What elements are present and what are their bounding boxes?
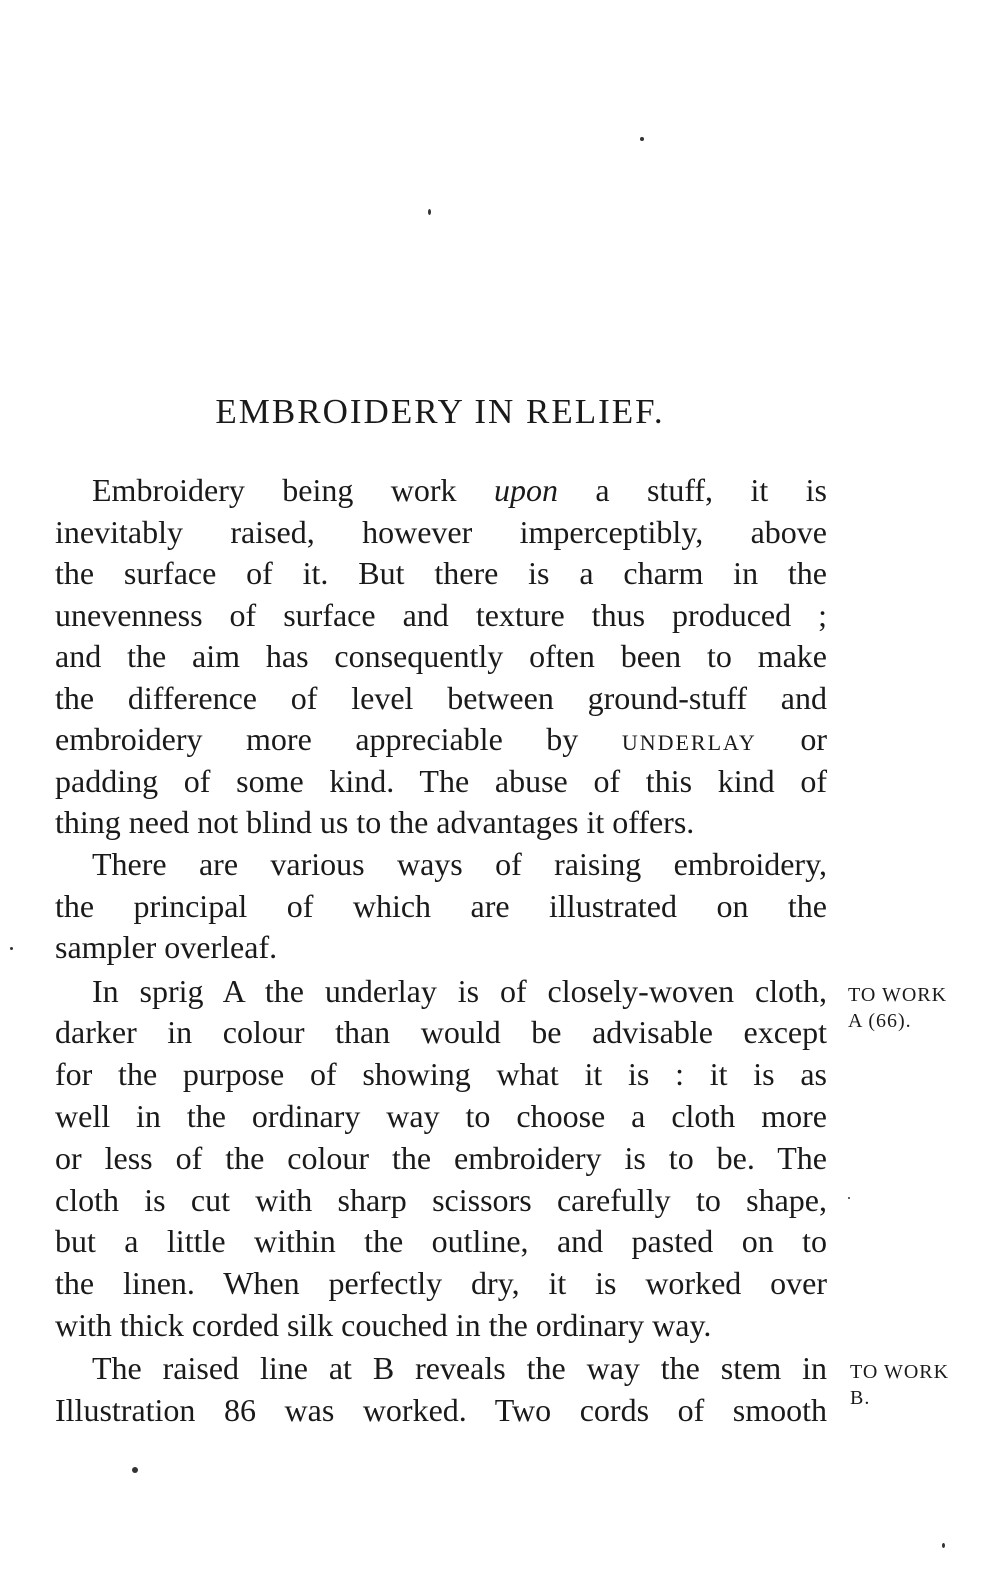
text-line: thing need not blind us to the advantages it offers. xyxy=(55,804,695,840)
text-line: the surface of it. But there is a charm in the xyxy=(55,555,827,591)
text-line: well in the ordinary way to choose a cloth more xyxy=(55,1098,827,1134)
margin-note-ref: A (66). xyxy=(848,1010,912,1032)
text-line: and the aim has consequently often been to make xyxy=(55,638,827,674)
scan-speck xyxy=(942,1543,945,1548)
text-line: but a little within the outline, and pasted on to xyxy=(55,1223,827,1259)
text-line: In sprig A the underlay is of closely-woven cloth, xyxy=(92,973,827,1009)
margin-note xyxy=(848,982,947,1034)
text-line: There are various ways of raising embroidery, xyxy=(92,846,827,882)
scan-speck xyxy=(848,1197,850,1199)
text-line: cloth is cut with sharp scissors carefully to shape, xyxy=(55,1182,827,1218)
text-line: the difference of level between ground-stuff and xyxy=(55,680,827,716)
text-line: The raised line at B reveals the way the stem in xyxy=(92,1350,827,1386)
scan-speck xyxy=(132,1467,138,1473)
text-line: sampler overleaf. xyxy=(55,929,278,965)
scan-speck xyxy=(640,137,644,141)
text-line xyxy=(55,718,827,760)
page-heading: EMBROIDERY IN RELIEF. xyxy=(215,392,665,431)
scan-speck xyxy=(10,947,13,950)
text-line: with thick corded silk couched in the ordinary way. xyxy=(55,1307,712,1343)
text-line: unevenness of surface and texture thus produced ; xyxy=(55,597,827,633)
text-line: for the purpose of showing what it is : it is as xyxy=(55,1056,827,1092)
text-fragment: or xyxy=(756,721,827,757)
margin-note-label: TO WORK xyxy=(848,984,948,1006)
text-line: or less of the colour the embroidery is to be. The xyxy=(55,1140,827,1176)
margin-note xyxy=(850,1359,949,1411)
text-line: the principal of which are illustrated on the xyxy=(55,888,827,924)
text-line: darker in colour than would be advisable except xyxy=(55,1014,827,1050)
text-fragment: Embroidery being work xyxy=(92,472,494,508)
text-fragment: embroidery more appreciable by xyxy=(55,721,622,757)
margin-note-label: TO WORK xyxy=(850,1361,950,1383)
small-caps-term: UNDERLAY xyxy=(621,730,757,755)
scan-speck xyxy=(428,209,431,215)
text-line: Illustration 86 was worked. Two cords of smooth xyxy=(55,1392,827,1428)
text-line xyxy=(92,469,827,511)
text-line: the linen. When perfectly dry, it is worked over xyxy=(55,1265,827,1301)
text-fragment: a stuff, it is xyxy=(557,472,828,508)
margin-note-ref: B. xyxy=(850,1387,871,1409)
italic-word: upon xyxy=(493,472,558,508)
text-line: padding of some kind. The abuse of this kind of xyxy=(55,763,827,799)
text-line: inevitably raised, however imperceptibly, above xyxy=(55,514,827,550)
